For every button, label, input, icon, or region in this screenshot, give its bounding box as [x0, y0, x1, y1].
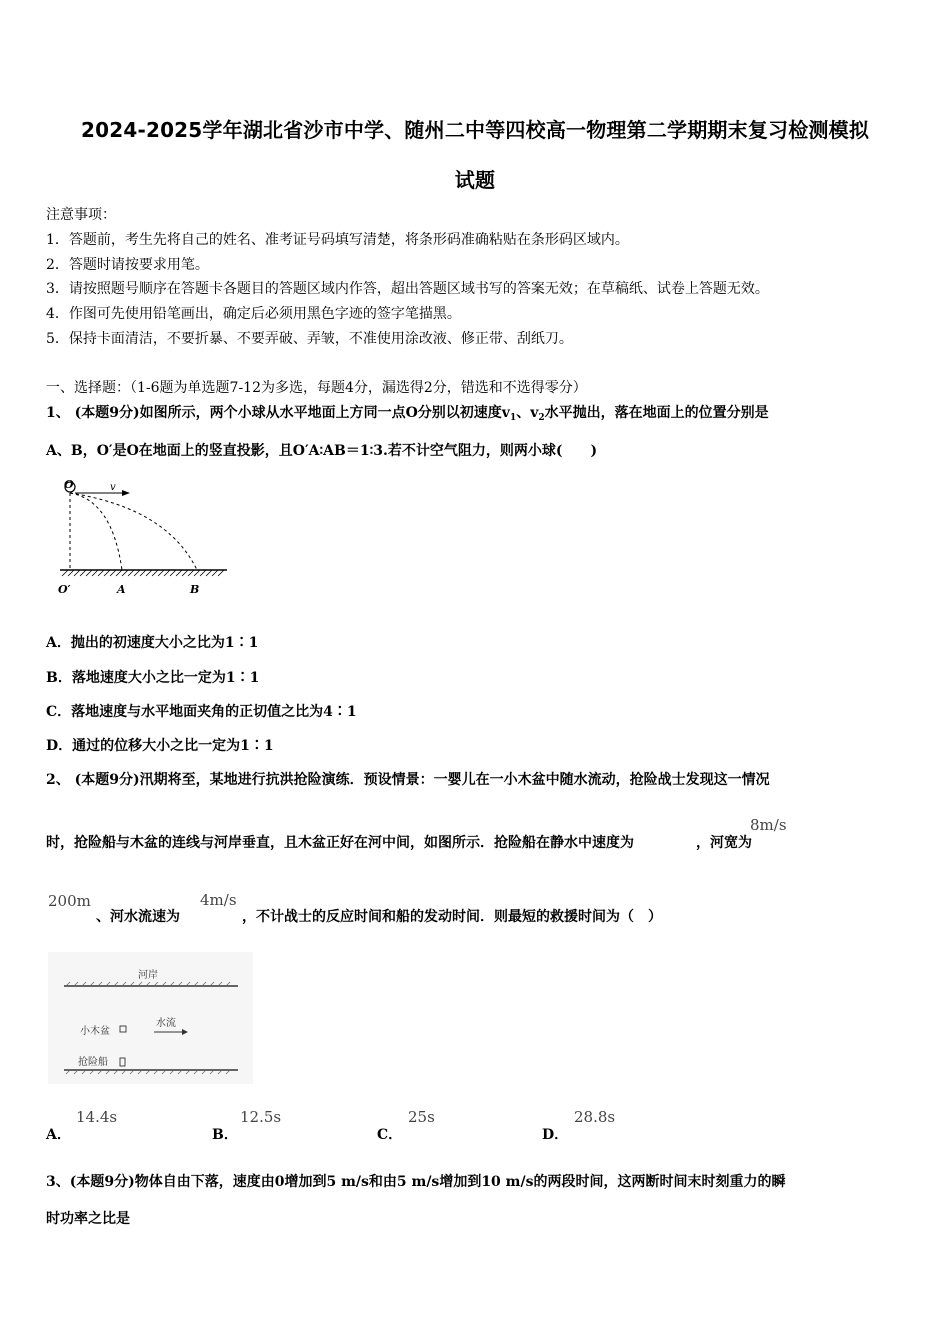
figure-label-bank: 河岸: [138, 970, 158, 981]
question-2-option-d-letter[interactable]: D．: [542, 1127, 569, 1143]
river-figure: [48, 952, 253, 1084]
river-width-value: 200m: [48, 892, 91, 910]
question-1-stem-continued: A、B，O′是O在地面上的竖直投影，且O′A∶AB＝1∶3.若不计空气阻力，则两小球( ): [46, 443, 598, 459]
question-1-option-a[interactable]: A．抛出的初速度大小之比为1∶1: [46, 635, 259, 651]
figure-label-basin: 小木盆: [80, 1026, 110, 1037]
figure-label-o: O: [64, 478, 74, 491]
question-3-stem-continued: 时功率之比是: [46, 1211, 130, 1227]
notice-item: 5．保持卡面清洁，不要折暴、不要弄破、弄皱，不准使用涂改液、修正带、刮纸刀。: [46, 331, 573, 347]
question-2-option-c-letter[interactable]: C．: [377, 1127, 403, 1143]
question-2-stem: 2、 (本题9分)汛期将至，某地进行抗洪抢险演练．预设情景：一婴儿在一小木盆中随水流动，抢险战士发现这一情况: [46, 772, 770, 788]
figure-label-b: B: [190, 583, 200, 596]
page-title: 2024-2025学年湖北省沙市中学、随州二中等四校高一物理第二学期期末复习检测模拟: [80, 118, 870, 142]
question-2-option-c-value[interactable]: 25s: [408, 1108, 435, 1126]
question-3-stem: 3、(本题9分)物体自由下落，速度由0增加到5 m/s和由5 m/s增加到10 m/s的两段时间，这两断时间末时刻重力的瞬: [46, 1174, 786, 1190]
notice-item: 4．作图可先使用铅笔画出，确定后必须用黑色字迹的签字笔描黑。: [46, 306, 461, 322]
projectile-figure: [52, 478, 232, 598]
notice-item: 2．答题时请按要求用笔。: [46, 257, 209, 273]
question-2-option-b-letter[interactable]: B．: [212, 1127, 238, 1143]
notice-heading: 注意事项：: [46, 207, 116, 223]
question-1-stem: 1、 (本题9分)如图所示，两个小球从水平地面上方同一点O分别以初速度$v_1$、$v_2$水平抛出，落在地面上的位置分别是: [46, 405, 769, 423]
question-1-option-b[interactable]: B．落地速度大小之比一定为1∶1: [46, 670, 260, 686]
notice-item: 1．答题前，考生先将自己的姓名、准考证号码填写清楚，将条形码准确粘贴在条形码区域内。: [46, 232, 629, 248]
boat-speed-value: 8m/s: [750, 816, 787, 834]
question-2-option-b-value[interactable]: 12.5s: [240, 1108, 282, 1126]
figure-label-o-prime: O′: [58, 583, 71, 596]
water-speed-value: 4m/s: [200, 891, 237, 909]
question-1-option-c[interactable]: C．落地速度与水平地面夹角的正切值之比为4∶1: [46, 704, 357, 720]
page-title-continued: 试题: [454, 168, 496, 192]
question-2-option-a-letter[interactable]: A．: [46, 1127, 71, 1143]
question-2-stem-line-3: 、河水流速为 ，不计战士的反应时间和船的发动时间．则最短的救援时间为（ ）: [96, 909, 662, 925]
section-heading: 一、选择题：（1-6题为单选题7-12为多选，每题4分，漏选得2分，错选和不选得零分）: [46, 380, 587, 396]
figure-label-flow: 水流: [156, 1018, 176, 1029]
figure-label-a: A: [117, 583, 126, 596]
figure-label-boat: 抢险船: [78, 1057, 108, 1068]
question-2-stem-continued: 时，抢险船与木盆的连线与河岸垂直，且木盆正好在河中间，如图所示．抢险船在静水中速度为 ，河宽为: [46, 835, 752, 851]
question-1-option-d[interactable]: D．通过的位移大小之比一定为1∶1: [46, 738, 274, 754]
notice-item: 3．请按照题号顺序在答题卡各题目的答题区域内作答，超出答题区域书写的答案无效；在草稿纸、试卷上答题无效。: [46, 281, 769, 297]
figure-label-v: v: [110, 482, 116, 493]
question-2-option-d-value[interactable]: 28.8s: [574, 1108, 616, 1126]
question-2-option-a-value[interactable]: 14.4s: [76, 1108, 118, 1126]
